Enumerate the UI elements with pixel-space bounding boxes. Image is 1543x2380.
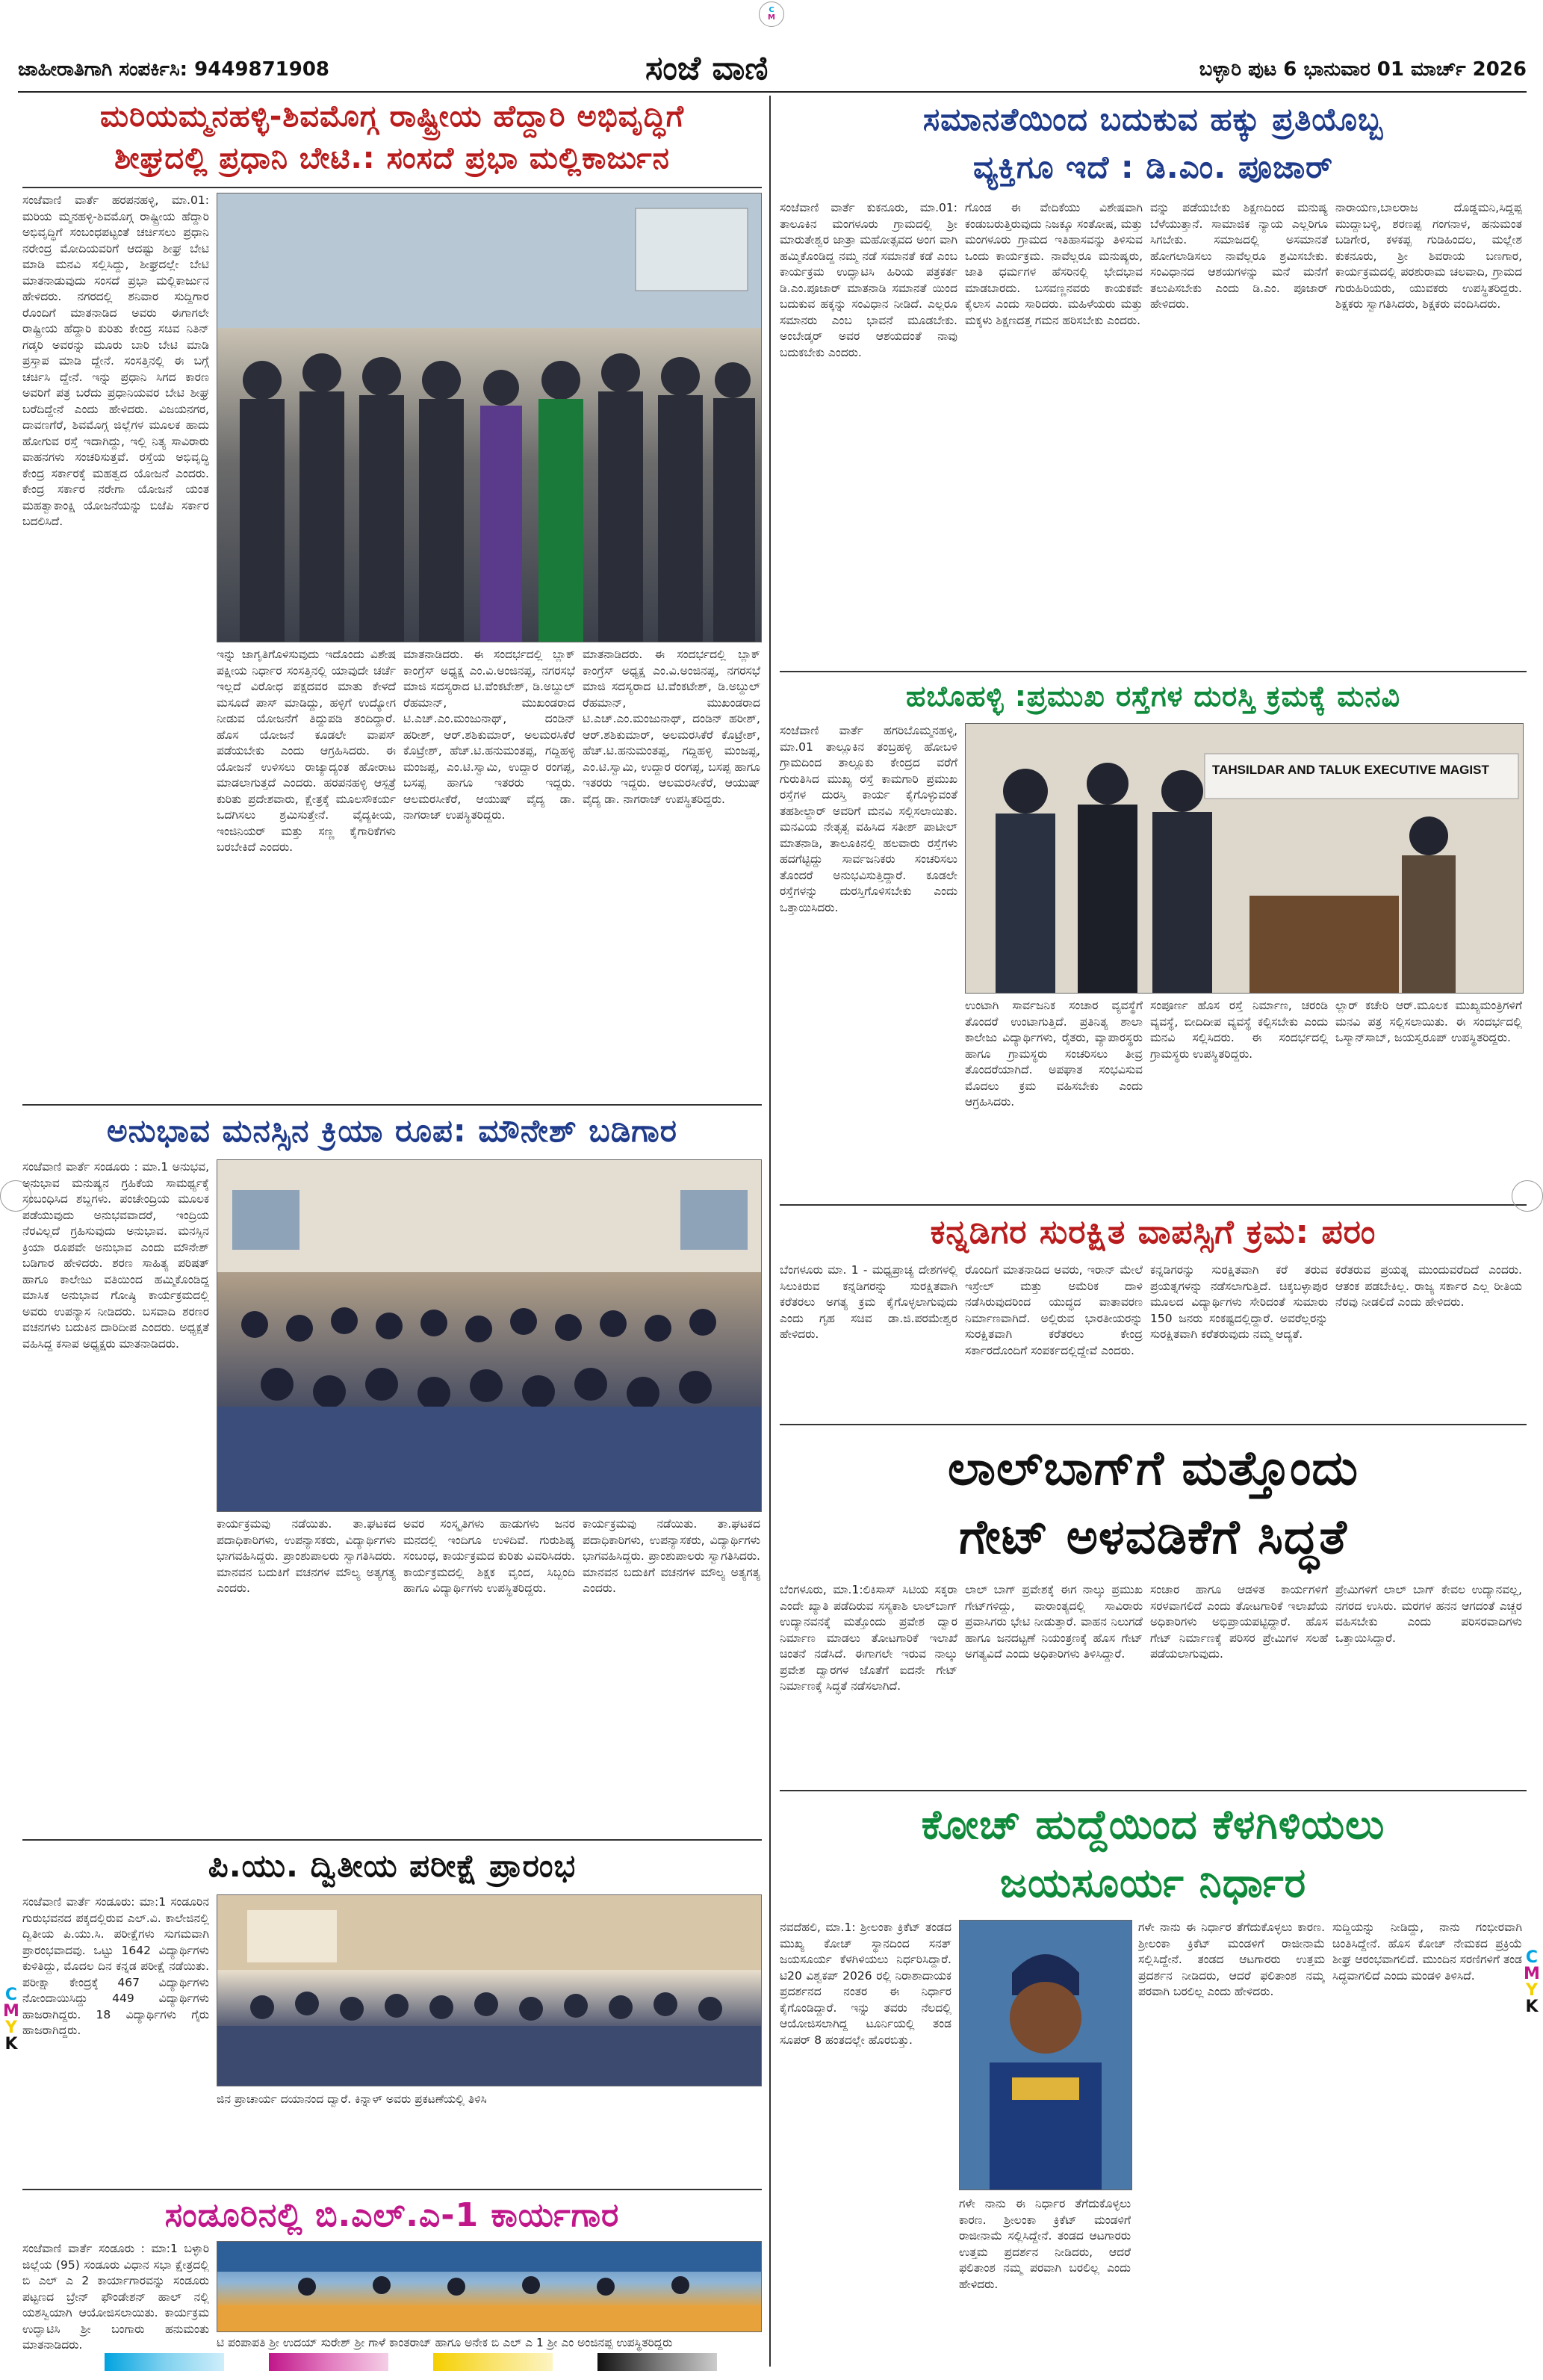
center-divider	[769, 96, 771, 2367]
article-4-headline: ಅನುಭಾವ ಮನಸ್ಸಿನ ಕ್ರಿಯಾ ರೂಪ: ಮೌನೇಶ್ ಬಡಿಗಾರ	[107, 1112, 677, 1149]
article-8-caption-text: ಟಿ ಪಂಪಾಪತಿ ಶ್ರೀ ಉದಯ್ ಸುರೇಶ್ ಶ್ರೀ ಗಾಳೆ ಕಾಂತರಾಜ್ ಹಾಗೂ ಅನೇಕ ಬಿ ಎಲ್ ಎ 1 ಶ್ರೀ ಎಂ ಅಂಜಿನಪ್ಪ ಉಪಸ್ಥಿತರಿದ್ದರು	[217, 2336, 673, 2349]
article-1-body-3: ಮಾತನಾಡಿದರು. ಈ ಸಂದರ್ಭದಲ್ಲಿ ಬ್ಲಾಕ್ ಕಾಂಗ್ರೆಸ್ ಅಧ್ಯಕ್ಷ ಎಂ.ವಿ.ಅಂಜಿನಪ್ಪ, ನಗರಸಭೆ ಮಾಜಿ ಸದಸ್ಯರಾದ ಟಿ.ವೆಂಕಟೇಶ್, ಡಿ.ಅಬ್ದುಲ್ ರೆಹಮಾನ್, ಮುಖಂಡರಾದ ಟಿ.ಎಚ್.ಎಂ.ಮಂಜುನಾಥ್, ದಂಡಿನ್ ಹರೀಶ್, ಆರ್.ಶಶಿಕುಮಾರ್, ಅಲಮರಸಿಕೆರೆ ಕೊಟ್ರೇಶ್, ಹೆಚ್.ಟಿ.ಹನುಮಂತಪ್ಪ, ಗದ್ದಿಹಳ್ಳಿ ಮಂಜಪ್ಪ, ಎಂ.ಟಿ.ಸ್ವಾಮಿ, ಉದ್ದಾರ ರಂಗಪ್ಪ, ಬಸಪ್ಪ ಹಾಗೂ ಇತರರು ಇದ್ದರು. ಆಲಮರಸೀಕೆರೆ, ಆಯುಷ್ ವೈದ್ಯ ಡಾ. ನಾಗರಾಜ್ ಉಪಸ್ಥಿತರಿದ್ದರು.	[403, 648, 575, 822]
cmyk-right-y: Y	[1526, 1981, 1538, 2000]
article-3-body-4: ಲ್ಲಾರ್ ಕಚೇರಿ ಆರ್.ಮೂಲಕ ಮುಖ್ಯಮಂತ್ರಿಗಳಿಗೆ ಮನವಿ ಪತ್ರ ಸಲ್ಲಿಸಲಾಯಿತು. ಈ ಸಂದರ್ಭದಲ್ಲಿ ಒಸ್ಮಾನ್‌ಸಾಬ್, ಜಯಸ್ವರೂಪ್ ಉಪಸ್ಥಿತರಿದ್ದರು.	[1335, 999, 1522, 1044]
classroom-audience-illustration	[217, 1160, 761, 1511]
article-1-headline-line1: ಮರಿಯಮ್ಮನಹಳ್ಳಿ-ಶಿವಮೊಗ್ಗ ರಾಷ್ಟ್ರೀಯ ಹೆದ್ದಾರಿ ಅಭಿವೃದ್ಧಿಗೆ	[100, 99, 684, 134]
article-4-col4	[583, 1516, 760, 1830]
article-5-col1	[780, 1262, 957, 1419]
article-2-col4	[1335, 200, 1522, 663]
cmyk-strip-right	[1524, 1950, 1540, 2015]
article-1-col2	[217, 647, 396, 1095]
article-8-body-1: ಸಂಜೆವಾಣಿ ವಾರ್ತೆ ಸಂಡೂರು : ಮಾ:1 ಬಳ್ಳಾರಿ ಜಿಲ್ಲೆಯ (95) ಸಂಡೂರು ವಿಧಾನ ಸಭಾ ಕ್ಷೇತ್ರದಲ್ಲಿ ಬಿ ಎಲ್ ಎ 2 ಕಾರ್ಯಾಗಾರವನ್ನು ಸಂಡೂರು ಪಟ್ಟಣದ ಬ್ರೇನ್ ಫೌಂಡೇಶನ್ ಹಾಲ್ ನಲ್ಲಿ ಯಶಸ್ವಿಯಾಗಿ ಆಯೋಜಿಸಲಾಯಿತು. ಕಾರ್ಯಕ್ರಮ ಉದ್ಘಾಟಿಸಿ ಶ್ರೀ ಬಂಗಾರು ಹನುಮಂತು ಮಾತನಾಡಿದರು.	[22, 2242, 209, 2352]
article-4-col3	[403, 1516, 575, 1830]
article-7-body-3: ಸಂಚಾರ ಹಾಗೂ ಆಡಳಿತ ಕಾರ್ಯಗಳಿಗೆ ಸರಳವಾಗಲಿದೆ ಎಂದು ತೋಟಗಾರಿಕೆ ಇಲಾಖೆಯ ಅಧಿಕಾರಿಗಳು ಅಭಿಪ್ರಾಯಪಟ್ಟಿದ್ದಾರೆ. ಹೊಸ ಗೇಟ್ ನಿರ್ಮಾಣಕ್ಕೆ ಪರಿಸರ ಪ್ರೇಮಿಗಳ ಸಲಹೆ ಪಡೆಯಲಾಗುವುದು.	[1150, 1583, 1328, 1661]
article-5-body-3: ಕನ್ನಡಿಗರನ್ನು ಸುರಕ್ಷಿತವಾಗಿ ಕರೆ ತರುವ ಪ್ರಯತ್ನಗಳನ್ನು ನಡೆಸಲಾಗುತ್ತಿದೆ. ಚಿಕ್ಕಬಳ್ಳಾಪುರ ಮೂಲದ ವಿದ್ಯಾರ್ಥಿಗಳು ಸೇರಿದಂತೆ ಸುಮಾರು 150 ಜನರು ಸಂಕಷ್ಟದಲ್ಲಿದ್ದಾರೆ. ಅವರೆಲ್ಲರನ್ನು ಸುರಕ್ಷಿತವಾಗಿ ಕರೆತರುವುದು ನಮ್ಮ ಆದ್ಯತೆ.	[1150, 1263, 1328, 1341]
article-2-body-2: ಗೊಂಡ ಈ ವೇದಿಕೆಯು ವಿಶೇಷವಾಗಿ ಕಂಡುಬರುತ್ತಿರುವುದು ನಿಜಕ್ಕೂ ಸಂತೋಷ, ಮತ್ತು ಮಂಗಳೂರು ಗ್ರಾಮದ ಇತಿಹಾಸವನ್ನು ತಿಳಿಸುವ ಒಂದು ಕಾರ್ಯಕ್ರಮ. ನಾವೆಲ್ಲರೂ ಮನುಷ್ಯರು, ಜಾತಿ ಧರ್ಮಗಳ ಹೆಸರಿನಲ್ಲಿ ಭೇದಭಾವ ಮಾಡಬಾರದು. ಬಸವಣ್ಣನವರು ಕಾಯಕವೇ ಕೈಲಾಸ ಎಂದು ಸಾರಿದರು. ಮಹಿಳೆಯರು ಮತ್ತು ಮಕ್ಕಳು ಶಿಕ್ಷಣದತ್ತ ಗಮನ ಹರಿಸಬೇಕು ಎಂದರು.	[965, 201, 1143, 327]
article-11-body-2: ಗಳೇ ನಾನು ಈ ನಿರ್ಧಾರ ತೆಗೆದುಕೊಳ್ಳಲು ಕಾರಣ. ಶ್ರೀಲಂಕಾ ಕ್ರಿಕೆಟ್ ಮಂಡಳಿಗೆ ರಾಜೀನಾಮೆ ಸಲ್ಲಿಸಿದ್ದೇನೆ. ತಂಡದ ಆಟಗಾರರು ಉತ್ತಮ ಪ್ರದರ್ಶನ ನೀಡಿದರು, ಆದರೆ ಫಲಿತಾಂಶ ನಮ್ಮ ಪರವಾಗಿ ಬರಲಿಲ್ಲ ಎಂದು ಹೇಳಿದರು.	[1138, 1921, 1325, 1998]
cmyk-right-m: M	[1524, 1965, 1540, 1983]
article-8-headline: ಸಂಡೂರಿನಲ್ಲಿ ಬಿ.ಎಲ್.ಎ-1 ಕಾರ್ಯಗಾರ	[164, 2196, 620, 2234]
article-3-col2	[965, 998, 1143, 1201]
article-7-body-4: ಪ್ರೇಮಿಗಳಿಗೆ ಲಾಲ್ ಬಾಗ್ ಕೇವಲ ಉದ್ಯಾನವಲ್ಲ, ನಗರದ ಉಸಿರು. ಮರಗಳ ಹನನ ಆಗದಂತೆ ಎಚ್ಚರ ವಹಿಸಬೇಕು ಎಂದು ಪರಿಸರವಾದಿಗಳು ಒತ್ತಾಯಿಸಿದ್ದಾರೆ.	[1335, 1583, 1522, 1645]
students-exam-hall-illustration	[217, 1895, 761, 2086]
article-1-headline	[22, 96, 762, 179]
article-3-col1	[780, 723, 957, 1201]
article-7-col3	[1150, 1582, 1328, 1784]
article-1-col4	[583, 647, 760, 1095]
article-2-col3	[1150, 200, 1328, 663]
divider	[780, 671, 1527, 672]
cmyk-strip-left	[3, 1987, 19, 2053]
article-11-col2	[1138, 1920, 1325, 2368]
article-3-photo	[965, 723, 1524, 994]
article-11-headline-line2: ಜಯಸೂರ್ಯ ನಿರ್ಧಾರ	[999, 1859, 1307, 1906]
article-11-col1	[780, 1920, 951, 2368]
article-11-photo	[959, 1920, 1132, 2190]
article-1-col1	[22, 193, 209, 1097]
article-4-col1	[22, 1159, 209, 1832]
article-1-body-2: ಇನ್ನು ಜಾಗೃತಿಗೊಳಿಸುವುದು ಇದೊಂದು ವಿಶೇಷ ಪಕ್ಷೀಯ ನಿರ್ಧಾರ ಸಂಸತ್ತಿನಲ್ಲಿ ಯಾವುದೇ ಚರ್ಚೆ ಇಲ್ಲದೆ ವಿರೋಧ ಪಕ್ಷದವರ ಮಾತು ಕೇಳದೆ ಮಸೂದೆ ಪಾಸ್ ಮಾಡಿದ್ದು, ಹಳ್ಳಿಗೆ ಉದ್ಯೋಗ ನೀಡುವ ಯೋಜನೆಗೆ ತಿದ್ದುಪಡಿ ತಂದಿದ್ದಾರೆ. ಹೊಸ ಯೋಜನೆ ಕೂಡಲೇ ವಾಪಸ್ ಪಡೆಯಬೇಕು ಎಂದು ಆಗ್ರಹಿಸಿದರು. ಈ ಯೋಜನೆ ಉಳಿಸಲು ರಾಜ್ಯಾದ್ಯಂತ ಹೋರಾಟ ಮಾಡಲಾಗುತ್ತದೆ ಎಂದರು. ಹರಪನಹಳ್ಳಿ ಆಸ್ಪತ್ರೆ ಕುರಿತು ಪ್ರದೇಶವಾರು, ಕ್ಷೇತ್ರಕ್ಕೆ ಮೂಲಸೌಕರ್ಯ ಒದಗಿಸಲು ಶ್ರಮಿಸುತ್ತೇನೆ. ವೈದ್ಯಕೀಯ, ಇಂಜಿನಿಯರ್ ಮತ್ತು ಸಣ್ಣ ಕೈಗಾರಿಕೆಗಳು ಬರಬೇಕಿದೆ ಎಂದರು.	[217, 648, 396, 854]
article-7-headline	[780, 1434, 1527, 1572]
article-4-photo	[217, 1159, 762, 1512]
group-photo-illustration	[217, 193, 761, 642]
article-7-body-1: ಬೆಂಗಳೂರು, ಮಾ.1:ಲಿಕಿಸಾಸ್ ಸಿಟಿಯ ಸಕ್ಕರಾ ಎಂದೇ ಖ್ಯಾತಿ ಪಡೆದಿರುವ ಸಸ್ಯಕಾಶಿ ಲಾಲ್‌ಬಾಗ್ ಉದ್ಯಾನವನಕ್ಕೆ ಮತ್ತೊಂದು ಪ್ರವೇಶ ದ್ವಾರ ನಿರ್ಮಾಣ ಮಾಡಲು ತೋಟಗಾರಿಕೆ ಇಲಾಖೆ ಚಿಂತನೆ ನಡೆಸಿದೆ. ಈಗಾಗಲೇ ಇರುವ ನಾಲ್ಕು ಪ್ರವೇಶ ದ್ವಾರಗಳ ಜೊತೆಗೆ ಐದನೇ ಗೇಟ್ ನಿರ್ಮಾಣಕ್ಕೆ ಸಿದ್ಧತೆ ನಡೆಸಲಾಗಿದೆ.	[780, 1583, 957, 1693]
swatch-magenta	[269, 2353, 388, 2371]
swatch-cyan	[105, 2353, 224, 2371]
cmyk-left-y: Y	[5, 2018, 17, 2037]
article-7-col4	[1335, 1582, 1522, 1784]
paper-name: ಸಂಜೆ ವಾಣಿ	[645, 49, 769, 87]
article-6-col1	[22, 1894, 209, 2186]
article-2-headline	[780, 96, 1527, 191]
article-1-body-4: ಮಾತನಾಡಿದರು. ಈ ಸಂದರ್ಭದಲ್ಲಿ ಬ್ಲಾಕ್ ಕಾಂಗ್ರೆಸ್ ಅಧ್ಯಕ್ಷ ಎಂ.ವಿ.ಅಂಜಿನಪ್ಪ, ನಗರಸಭೆ ಮಾಜಿ ಸದಸ್ಯರಾದ ಟಿ.ವೆಂಕಟೇಶ್, ಡಿ.ಅಬ್ದುಲ್ ರೆಹಮಾನ್, ಮುಖಂಡರಾದ ಟಿ.ಎಚ್.ಎಂ.ಮಂಜುನಾಥ್, ದಂಡಿನ್ ಹರೀಶ್, ಆರ್.ಶಶಿಕುಮಾರ್, ಅಲಮರಸಿಕೆರೆ ಕೊಟ್ರೇಶ್, ಹೆಚ್.ಟಿ.ಹನುಮಂತಪ್ಪ, ಗದ್ದಿಹಳ್ಳಿ ಮಂಜಪ್ಪ, ಎಂ.ಟಿ.ಸ್ವಾಮಿ, ಉದ್ದಾರ ರಂಗಪ್ಪ, ಬಸಪ್ಪ ಹಾಗೂ ಇತರರು ಇದ್ದರು. ಆಲಮರಸೀಕೆರೆ, ಆಯುಷ್ ವೈದ್ಯ ಡಾ. ನಾಗರಾಜ್ ಉಪಸ್ಥಿತರಿದ್ದರು.	[583, 648, 760, 806]
article-11-col1b	[959, 2196, 1131, 2368]
article-5-col2	[965, 1262, 1143, 1419]
article-6-headline: ಪಿ.ಯು. ದ್ವಿತೀಯ ಪರೀಕ್ಷೆ ಪ್ರಾರಂಭ	[208, 1847, 577, 1884]
registration-mark-right	[1512, 1180, 1543, 1212]
ad-contact: ಜಾಹೀರಾತಿಗಾಗಿ ಸಂಪರ್ಕಿಸಿ: 9449871908	[18, 58, 330, 81]
article-4-body-2: ಕಾರ್ಯಕ್ರಮವು ನಡೆಯಿತು. ತಾ.ಘಟಕದ ಪದಾಧಿಕಾರಿಗಳು, ಉಪನ್ಯಾಸಕರು, ವಿದ್ಯಾರ್ಥಿಗಳು ಭಾಗವಹಿಸಿದ್ದರು. ಪ್ರಾಂಶುಪಾಲರು ಸ್ವಾಗತಿಸಿದರು. ಮಾನವನ ಬದುಕಿಗೆ ವಚನಗಳ ಮೌಲ್ಯ ಅತ್ಯಗತ್ಯ ಎಂದರು.	[217, 1517, 396, 1595]
cricketer-portrait-illustration	[960, 1921, 1131, 2190]
dateline: ಬಳ್ಳಾರಿ ಪುಟ 6 ಭಾನುವಾರ 01 ಮಾರ್ಚ್ 2026	[1199, 58, 1527, 81]
cmyk-left-c: C	[4, 1986, 18, 2004]
article-7-headline-line2: ಗೇಟ್ ಅಳವಡಿಕೆಗೆ ಸಿದ್ಧತೆ	[959, 1510, 1347, 1565]
article-11-headline	[780, 1796, 1527, 1912]
divider	[780, 1424, 1527, 1425]
masthead	[18, 49, 1527, 93]
article-3-body-3: ಸಂಪೂರ್ಣ ಹೊಸ ರಸ್ತೆ ನಿರ್ಮಾಣ, ಚರಂಡಿ ವ್ಯವಸ್ಥೆ, ಬೀದಿದೀಪ ವ್ಯವಸ್ಥೆ ಕಲ್ಪಿಸಬೇಕು ಎಂದು ಮನವಿ ಸಲ್ಲಿಸಿದರು. ಈ ಸಂದರ್ಭದಲ್ಲಿ ಗ್ರಾಮಸ್ಥರು ಉಪಸ್ಥಿತರಿದ್ದರು.	[1150, 999, 1328, 1061]
cmyk-left-m: M	[3, 2002, 19, 2021]
article-4-col2	[217, 1516, 396, 1830]
divider	[22, 1104, 762, 1106]
swatch-black	[597, 2353, 717, 2371]
article-8-photo	[217, 2241, 762, 2332]
article-4-body-1: ಸಂಜೆವಾಣಿ ವಾರ್ತೆ ಸಂಡೂರು : ಮಾ.1 ಅನುಭವ, ಅನುಭಾವ ಮನುಷ್ಯನ ಗ್ರಹಿಕೆಯ ಸಾಮರ್ಥ್ಯಕ್ಕೆ ಸಂಬಂಧಿಸಿದ ಶಬ್ದಗಳು. ಪಂಚೇಂದ್ರಿಯ ಮೂಲಕ ಪಡೆಯುವುದು ಅನುಭವವಾದರೆ, ಇಂದ್ರಿಯ ನೆರವಿಲ್ಲದೆ ಗ್ರಹಿಸುವುದು ಅನುಭಾವ. ಮನಸ್ಸಿನ ಕ್ರಿಯಾ ರೂಪವೇ ಅನುಭಾವ ಎಂದು ಮೌನೇಶ್ ಬಡಿಗಾರ ಹೇಳಿದರು. ಶರಣ ಸಾಹಿತ್ಯ ಪರಿಷತ್ ಹಾಗೂ ಕಾಲೇಜು ವತಿಯಿಂದ ಹಮ್ಮಿಕೊಂಡಿದ್ದ ಮಾಸಿಕ ಅನುಭಾವ ಗೋಷ್ಠಿ ಕಾರ್ಯಕ್ರಮದಲ್ಲಿ ಅವರು ಉಪನ್ಯಾಸ ನೀಡಿದರು. ಬಸವಾದಿ ಶರಣರ ವಚನಗಳು ಬದುಕಿನ ದಾರಿದೀಪ ಎಂದರು. ಅಧ್ಯಕ್ಷತೆ ವಹಿಸಿದ್ದ ಕಸಾಪ ಅಧ್ಯಕ್ಷರು ಮಾತನಾಡಿದರು.	[22, 1160, 209, 1351]
article-5-body-1: ಬೆಂಗಳೂರು ಮಾ. 1 - ಮಧ್ಯಪ್ರಾಚ್ಯ ದೇಶಗಳಲ್ಲಿ ಸಿಲುಕಿರುವ ಕನ್ನಡಿಗರನ್ನು ಸುರಕ್ಷಿತವಾಗಿ ಕರೆತರಲು ಅಗತ್ಯ ಕ್ರಮ ಕೈಗೊಳ್ಳಲಾಗುವುದು ಎಂದು ಗೃಹ ಸಚಿವ ಡಾ.ಜಿ.ಪರಮೇಶ್ವರ ಹೇಳಿದರು.	[780, 1263, 957, 1341]
article-6-caption-text: ಜಿನ ಪ್ರಾಚಾರ್ಯ ದಯಾನಂದ ದ್ವಾರೆ. ಕಿನ್ನಾಳ್ ಅವರು ಪ್ರಕಟಣೆಯಲ್ಲಿ ತಿಳಿಸಿ	[217, 2092, 487, 2106]
article-5-col3	[1150, 1262, 1328, 1419]
article-7-body-2: ಲಾಲ್ ಬಾಗ್ ಪ್ರವೇಶಕ್ಕೆ ಈಗ ನಾಲ್ಕು ಪ್ರಮುಖ ಗೇಟ್‌ಗಳಿದ್ದು, ವಾರಾಂತ್ಯದಲ್ಲಿ ಸಾವಿರಾರು ಪ್ರವಾಸಿಗರು ಭೇಟಿ ನೀಡುತ್ತಾರೆ. ವಾಹನ ನಿಲುಗಡೆ ಹಾಗೂ ಜನದಟ್ಟಣೆ ನಿಯಂತ್ರಣಕ್ಕೆ ಹೊಸ ಗೇಟ್ ಅಗತ್ಯವಿದೆ ಎಂದು ಅಧಿಕಾರಿಗಳು ತಿಳಿಸಿದ್ದಾರೆ.	[965, 1583, 1143, 1661]
article-2-body-4: ನಾರಾಯಣ,ಬಾಲರಾಜ ದೊಡ್ಡಮನಿ,ಸಿದ್ದಪ್ಪ ಮುದ್ದಾಬಳ್ಳಿ, ಶರಣಪ್ಪ ಗಂಗನಾಳ, ಹನುಮಂತ ಬಡಿಗೇರ, ಕಳಕಪ್ಪ ಗುಡಿಹಿಂದಲ, ಮಲ್ಲೇಶ ಕುಕನೂರು, ಶ್ರೀ ಶಿವರಾಯ ಬಣಗಾರ, ಕಾರ್ಯಕ್ರಮದಲ್ಲಿ ಪರಶುರಾಮ ಚಲವಾದಿ, ಗ್ರಾಮದ ಗುರುಹಿರಿಯರು, ಯುವಕರು ಉಪಸ್ಥಿತರಿದ್ದರು. ಶಿಕ್ಷಕರು ಸ್ವಾಗತಿಸಿದರು, ಶಿಕ್ಷಕರು ವಂದಿಸಿದರು.	[1335, 201, 1522, 311]
divider	[22, 187, 762, 188]
article-7-col2	[965, 1582, 1143, 1784]
article-6-caption	[217, 2092, 760, 2136]
article-3-body-1: ಸಂಜೆವಾಣಿ ವಾರ್ತೆ ಹಗರಿಬೊಮ್ಮನಹಳ್ಳಿ, ಮಾ.01 ತಾಲ್ಲೂಕಿನ ತಂಬ್ರಹಳ್ಳಿ ಹೋಬಳಿ ಗ್ರಾಮದಿಂದ ತಾಲ್ಲೂಕು ಕೇಂದ್ರದ ವರೆಗೆ ಗುರುತಿಸಿದ ಮುಖ್ಯ ರಸ್ತೆ ಕಾಮಗಾರಿ ಪ್ರಮುಖ ರಸ್ತೆಗಳ ದುರಸ್ತಿ ಕಾರ್ಯ ಕೈಗೊಳ್ಳುವಂತೆ ತಹಶೀಲ್ದಾರ್ ಅವರಿಗೆ ಮನವಿ ಸಲ್ಲಿಸಲಾಯಿತು. ಮನವಿಯ ನೇತೃತ್ವ ವಹಿಸಿದ ಸತೀಶ್ ಪಾಟೀಲ್ ಮಾತನಾಡಿ, ತಾಲೂಕಿನಲ್ಲಿ ಹಲವಾರು ರಸ್ತೆಗಳು ಹದಗೆಟ್ಟಿದ್ದು ಸಾರ್ವಜನಿಕರು ಸಂಚರಿಸಲು ತೊಂದರೆ ಅನುಭವಿಸುತ್ತಿದ್ದಾರೆ. ಕೂಡಲೇ ರಸ್ತೆಗಳನ್ನು ದುರಸ್ತಿಗೊಳಿಸಬೇಕು ಎಂದು ಒತ್ತಾಯಿಸಿದರು.	[780, 724, 957, 914]
article-2-headline-line2: ವ್ಯಕ್ತಿಗೂ ಇದೆ : ಡಿ.ಎಂ. ಪೂಜಾರ್	[973, 149, 1333, 185]
article-5-headline: ಕನ್ನಡಿಗರ ಸುರಕ್ಷಿತ ವಾಪಸ್ಸಿಗೆ ಕ್ರಮ: ಪರಂ	[930, 1213, 1376, 1251]
article-4-body-3: ಅವರ ಸಂಸ್ಕೃತಿಗಳು ಹಾಡುಗಳು ಜನರ ಮನದಲ್ಲಿ ಇಂದಿಗೂ ಉಳಿದಿವೆ. ಗುರುಶಿಷ್ಯ ಸಂಬಂಧ, ಕಾರ್ಯಕ್ರಮದ ಕುರಿತು ವಿವರಿಸಿದರು. ಕಾರ್ಯಕ್ರಮದಲ್ಲಿ ಶಿಕ್ಷಕ ವೃಂದ, ಸಿಬ್ಬಂದಿ ಹಾಗೂ ವಿದ್ಯಾರ್ಥಿಗಳು ಉಪಸ್ಥಿತರಿದ್ದರು.	[403, 1517, 575, 1595]
article-11-body-1: ನವದೆಹಲಿ, ಮಾ.1: ಶ್ರೀಲಂಕಾ ಕ್ರಿಕೆಟ್ ತಂಡದ ಮುಖ್ಯ ಕೋಚ್ ಸ್ಥಾನದಿಂದ ಸನತ್ ಜಯಸೂರ್ಯ ಕೆಳಗಿಳಿಯಲು ನಿರ್ಧರಿಸಿದ್ದಾರೆ. ಟಿ20 ವಿಶ್ವಕಪ್ 2026 ರಲ್ಲಿ ನಿರಾಶಾದಾಯಕ ಪ್ರದರ್ಶನದ ನಂತರ ಈ ನಿರ್ಧಾರ ಕೈಗೊಂಡಿದ್ದಾರೆ. ಇನ್ನು ತವರು ನೆಲದಲ್ಲಿ ಆಯೋಜಿಸಲಾಗಿದ್ದ ಟೂರ್ನಿಯಲ್ಲಿ ತಂಡ ಸೂಪರ್ 8 ಹಂತದಲ್ಲೇ ಹೊರಬಿತ್ತು.	[780, 1921, 951, 2047]
article-11-body-4: ಗಳೇ ನಾನು ಈ ನಿರ್ಧಾರ ತೆಗೆದುಕೊಳ್ಳಲು ಕಾರಣ. ಶ್ರೀಲಂಕಾ ಕ್ರಿಕೆಟ್ ಮಂಡಳಿಗೆ ರಾಜೀನಾಮೆ ಸಲ್ಲಿಸಿದ್ದೇನೆ. ತಂಡದ ಆಟಗಾರರು ಉತ್ತಮ ಪ್ರದರ್ಶನ ನೀಡಿದರು, ಆದರೆ ಫಲಿತಾಂಶ ನಮ್ಮ ಪರವಾಗಿ ಬರಲಿಲ್ಲ ಎಂದು ಹೇಳಿದರು.	[959, 2197, 1131, 2291]
article-2-body-3: ವನ್ನು ಪಡೆಯಬೇಕು ಶಿಕ್ಷಣದಿಂದ ಮನುಷ್ಯ ಬೆಳೆಯುತ್ತಾನೆ. ಸಾಮಾಜಿಕ ನ್ಯಾಯ ಎಲ್ಲರಿಗೂ ಸಿಗಬೇಕು. ಸಮಾಜದಲ್ಲಿ ಅಸಮಾನತೆ ಹೋಗಲಾಡಿಸಲು ನಾವೆಲ್ಲರೂ ಶ್ರಮಿಸಬೇಕು. ಸಂವಿಧಾನದ ಆಶಯಗಳನ್ನು ಮನೆ ಮನೆಗೆ ತಲುಪಿಸಬೇಕು ಎಂದು ಡಿ.ಎಂ. ಪೂಜಾರ್ ಹೇಳಿದರು.	[1150, 201, 1328, 311]
article-3-col3	[1150, 998, 1328, 1201]
article-2-headline-line1: ಸಮಾನತೆಯಿಂದ ಬದುಕುವ ಹಕ್ಕು ಪ್ರತಿಯೊಬ್ಬ	[922, 101, 1384, 137]
swatch-yellow	[433, 2353, 553, 2371]
article-3-headline: ಹಬೊಹಳ್ಳಿ :ಪ್ರಮುಖ ರಸ್ತೆಗಳ ದುರಸ್ತಿ ಕ್ರಮಕ್ಕೆ ಮನವಿ	[906, 680, 1400, 713]
cmyk-c: C	[769, 6, 774, 14]
divider	[22, 2189, 762, 2190]
office-sign: TAHSILDAR AND TALUK EXECUTIVE MAGIST	[1212, 763, 1489, 777]
article-6-body-1: ಸಂಜೆವಾಣಿ ವಾರ್ತೆ ಸಂಡೂರು: ಮಾ:1 ಸಂಡೂರಿನ ಗುರುಭವನದ ಪಕ್ಕದಲ್ಲಿರುವ ಎಲ್.ವಿ. ಕಾಲೇಜಿನಲ್ಲಿ ದ್ವಿತೀಯ ಪಿ.ಯು.ಸಿ. ಪರೀಕ್ಷೆಗಳು ಸುಗಮವಾಗಿ ಪ್ರಾರಂಭವಾದವು. ಒಟ್ಟು 1642 ವಿದ್ಯಾರ್ಥಿಗಳು ಕುಳಿತಿದ್ದು, ಮೊದಲ ದಿನ ಕನ್ನಡ ಪರೀಕ್ಷೆ ನಡೆಯಿತು. ಪರೀಕ್ಷಾ ಕೇಂದ್ರಕ್ಕೆ 467 ವಿದ್ಯಾರ್ಥಿಗಳು ನೋಂದಾಯಿಸಿದ್ದು 449 ವಿದ್ಯಾರ್ಥಿಗಳು ಹಾಜರಾಗಿದ್ದರು. 18 ವಿದ್ಯಾರ್ಥಿಗಳು ಗೈರು ಹಾಜರಾಗಿದ್ದರು.	[22, 1895, 209, 2037]
article-11-col3	[1332, 1920, 1522, 2368]
article-1-headline-line2: ಶೀಘ್ರದಲ್ಲಿ ಪ್ರಧಾನಿ ಬೇಟಿ.: ಸಂಸದೆ ಪ್ರಭಾ ಮಲ್ಲಿಕಾರ್ಜುನ	[114, 141, 670, 176]
registration-mark-left	[0, 1180, 31, 1212]
article-3-col4	[1335, 998, 1522, 1201]
cmyk-right-k: K	[1525, 1998, 1539, 2016]
cmyk-register-mark	[759, 1, 784, 27]
cmyk-left-k: K	[4, 2035, 18, 2054]
article-2-col2	[965, 200, 1143, 663]
article-6-photo	[217, 1894, 762, 2086]
article-5-body-2: ರೊಂದಿಗೆ ಮಾತನಾಡಿದ ಅವರು, ಇರಾನ್ ಮೇಲೆ ಇಸ್ರೇಲ್ ಮತ್ತು ಅಮೆರಿಕ ದಾಳಿ ನಡೆಸಿರುವುದರಿಂದ ಯುದ್ಧದ ವಾತಾವರಣ ನಿರ್ಮಾಣವಾಗಿದೆ. ಅಲ್ಲಿರುವ ಭಾರತೀಯರನ್ನು ಸುರಕ್ಷಿತವಾಗಿ ಕರೆತರಲು ಕೇಂದ್ರ ಸರ್ಕಾರದೊಂದಿಗೆ ಸಂಪರ್ಕದಲ್ಲಿದ್ದೇವೆ ಎಂದರು.	[965, 1263, 1143, 1357]
article-1-photo	[217, 193, 762, 642]
article-1-col3	[403, 647, 575, 1095]
article-11-body-3: ಸುದ್ದಿಯನ್ನು ನೀಡಿದ್ದು, ನಾನು ಗಂಭೀರವಾಗಿ ಚಿಂತಿಸಿದ್ದೇನೆ. ಹೊಸ ಕೋಚ್ ನೇಮಕದ ಪ್ರಕ್ರಿಯೆ ಶೀಘ್ರ ಆರಂಭವಾಗಲಿದೆ. ಮುಂದಿನ ಸರಣಿಗಳಿಗೆ ತಂಡ ಸಿದ್ಧವಾಗಲಿದೆ ಎಂದು ಮಂಡಳಿ ತಿಳಿಸಿದೆ.	[1332, 1921, 1522, 1983]
divider	[780, 1204, 1527, 1206]
divider	[780, 1790, 1527, 1791]
article-7-col1	[780, 1582, 957, 1784]
article-7-headline-line1: ಲಾಲ್‌ಬಾಗ್‌ಗೆ ಮತ್ತೊಂದು	[947, 1441, 1359, 1496]
cmyk-right-c: C	[1525, 1948, 1539, 1967]
article-4-body-4: ಕಾರ್ಯಕ್ರಮವು ನಡೆಯಿತು. ತಾ.ಘಟಕದ ಪದಾಧಿಕಾರಿಗಳು, ಉಪನ್ಯಾಸಕರು, ವಿದ್ಯಾರ್ಥಿಗಳು ಭಾಗವಹಿಸಿದ್ದರು. ಪ್ರಾಂಶುಪಾಲರು ಸ್ವಾಗತಿಸಿದರು. ಮಾನವನ ಬದುಕಿಗೆ ವಚನಗಳ ಮೌಲ್ಯ ಅತ್ಯಗತ್ಯ ಎಂದರು.	[583, 1517, 760, 1595]
article-3-body-2: ಉಂಟಾಗಿ ಸಾರ್ವಜನಿಕ ಸಂಚಾರ ವ್ಯವಸ್ಥೆಗೆ ತೊಂದರೆ ಉಂಟಾಗುತ್ತಿದೆ. ಪ್ರತಿನಿತ್ಯ ಶಾಲಾ ಕಾಲೇಜು ವಿದ್ಯಾರ್ಥಿಗಳು, ರೈತರು, ವ್ಯಾಪಾರಸ್ಥರು ಹಾಗೂ ಗ್ರಾಮಸ್ಥರು ಸಂಚರಿಸಲು ತೀವ್ರ ತೊಂದರೆಯಾಗಿದೆ. ಅಪಘಾತ ಸಂಭವಿಸುವ ಮೊದಲು ಕ್ರಮ ವಹಿಸಬೇಕು ಎಂದು ಆಗ್ರಹಿಸಿದರು.	[965, 999, 1143, 1109]
cmyk-m: M	[768, 13, 775, 22]
stage-event-illustration	[217, 2242, 761, 2331]
article-2-body-1: ಸಂಜೆವಾಣಿ ವಾರ್ತೆ ಕುಕನೂರು, ಮಾ.01: ತಾಲೂಕಿನ ಮಂಗಳೂರು ಗ್ರಾಮದಲ್ಲಿ ಶ್ರೀ ಮಾರುತೇಶ್ವರ ಜಾತ್ರಾ ಮಹೋತ್ಸವದ ಅಂಗ ವಾಗಿ ಹಮ್ಮಿಕೊಂಡಿದ್ದ ನಮ್ಮ ನಡೆ ಸಮಾನತೆ ಕಡೆ ಎಂಬ ಕಾರ್ಯಕ್ರಮ ಉದ್ಘಾಟಿಸಿ ಹಿರಿಯ ಪತ್ರಕರ್ತ ಡಿ.ಎಂ.ಪೂಜಾರ್ ಮಾತನಾಡಿ ಸಮಾನತೆ ಯಿಂದ ಬದುಕುವ ಹಕ್ಕನ್ನು ಸಂವಿಧಾನ ನೀಡಿದೆ. ಎಲ್ಲರೂ ಸಮಾನರು ಎಂಬ ಭಾವನೆ ಮೂಡಬೇಕು. ಅಂಬೇಡ್ಕರ್ ಅವರ ಆಶಯದಂತೆ ನಾವು ಬದುಕಬೇಕು ಎಂದರು.	[780, 201, 957, 359]
article-1-body-1: ಸಂಜೆವಾಣಿ ವಾರ್ತೆ ಹರಪನಹಳ್ಳಿ, ಮಾ.01: ಮರಿಯ ಮ್ಮನಹಳ್ಳಿ-ಶಿವಮೊಗ್ಗ ರಾಷ್ಟ್ರೀಯ ಹೆದ್ದಾರಿ ಅಭಿವೃದ್ಧಿಗೆ ಸಂಬಂಧಪಟ್ಟಂತೆ ಚರ್ಚಿಸಲು ಪ್ರಧಾನಿ ನರೇಂದ್ರ ಮೋದಿಯವರಿಗೆ ಆದಷ್ಟು ಶೀಘ್ರ ಬೇಟಿ ಮಾಡಿ ಮನವಿ ಸಲ್ಲಿಸಿದ್ದು, ಶೀಘ್ರದಲ್ಲೇ ಬೇಟಿ ಮಾತನಾಡುವುದು ಸಂಸದೆ ಪ್ರಭಾ ಮಲ್ಲಿಕಾರ್ಜುನ ಹೇಳಿದರು. ನಗರದಲ್ಲಿ ಶನಿವಾರ ಸುದ್ದಿಗಾರ ರೊಂದಿಗೆ ಮಾತನಾಡಿದ ಅವರು ಈಗಾಗಲೇ ರಾಷ್ಟ್ರೀಯ ಹೆದ್ದಾರಿ ಕುರಿತು ಕೇಂದ್ರ ಸಚಿವ ನಿತಿನ್ ಗಡ್ಕರಿ ಅವರನ್ನು ಮೂರು ಬಾರಿ ಬೇಟಿ ಮಾಡಿ ಪ್ರಸ್ತಾಪ ಮಾಡಿ ದ್ದೇನೆ. ಸಂಸತ್ತಿನಲ್ಲಿ ಈ ಬಗ್ಗೆ ಚರ್ಚಿಸಿ ದ್ದೇನೆ. ಇನ್ನು ಪ್ರಧಾನಿ ಸಿಗದ ಕಾರಣ ಅವರಿಗೆ ಪತ್ರ ಬರೆದು ಪ್ರಧಾನಿಯವರ ಬೇಟಿ ಶೀಘ್ರ ಬರೆದಿದ್ದೇನೆ ಎಂದು ಹೇಳಿದರು. ವಿಜಯನಗರ, ದಾವಣಗೆರೆ, ಶಿವಮೊಗ್ಗ ಜಿಲ್ಲೆಗಳ ಮೂಲಕ ಹಾದು ಹೋಗುವ ರಸ್ತೆ ಇದಾಗಿದ್ದು, ಇಲ್ಲಿ ನಿತ್ಯ ಸಾವಿರಾರು ವಾಹನಗಳು ಸಂಚರಿಸುತ್ತವೆ. ರಸ್ತೆಯ ಅಭಿವೃದ್ಧಿ ಕೇಂದ್ರ ಸರ್ಕಾರಕ್ಕೆ ಮಹತ್ವದ ಯೋಜನೆ ಎಂದರು. ಕೇಂದ್ರ ಸರ್ಕಾರ ನರೇಗಾ ಯೋಜನೆ ಯಂತ ಮಹತ್ವಾಕಾಂಕ್ಷಿ ಯೋಜನೆಯನ್ನು ಬಿಜೆಪಿ ಸರ್ಕಾರ ಬದಲಿಸಿದೆ.	[22, 193, 209, 528]
article-5-col4	[1335, 1262, 1522, 1419]
divider	[22, 1839, 762, 1841]
article-11-headline-line1: ಕೋಚ್ ಹುದ್ದೆಯಿಂದ ಕೆಳಗಿಳಿಯಲು	[921, 1801, 1385, 1848]
article-8-col1	[22, 2241, 209, 2368]
article-5-body-4: ಕರೆತರುವ ಪ್ರಯತ್ನ ಮುಂದುವರೆದಿದೆ ಎಂದರು. ಆತಂಕ ಪಡಬೇಕಿಲ್ಲ. ರಾಜ್ಯ ಸರ್ಕಾರ ಎಲ್ಲ ರೀತಿಯ ನೆರವು ನೀಡಲಿದೆ ಎಂದು ಹೇಳಿದರು.	[1335, 1263, 1522, 1309]
article-2-col1	[780, 200, 957, 663]
